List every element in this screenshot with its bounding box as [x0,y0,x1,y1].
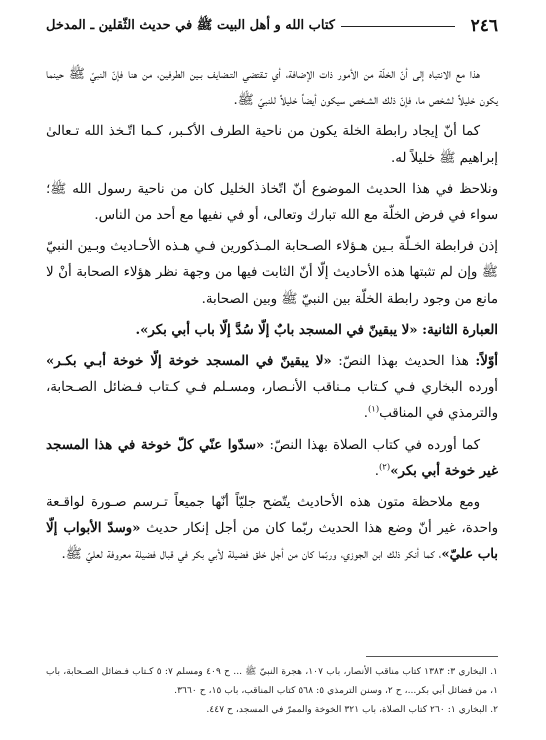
second-end: . [374,463,379,479]
paragraph-second [46,433,498,485]
last-continuation: ، كما أنكر ذلك ابن الجوزي، وربّما كان من أجل خلق فضيلة لأبي بكر في قبال فضيلة معروفة لعليّ ﷺ. [61,547,442,563]
first-label: أوّلاً: [475,354,498,370]
running-title: كتاب الله و أهل البيت ﷺ في حديث الثّقلين ـ المدخل [46,17,335,33]
section-heading-second-phrase: العبارة الثانية: «لا يبقينّ في المسجد بابٌ إلّا سُدَّ إلّا باب أبي بكر». [135,322,498,338]
paragraph-1: هذا مع الانتباه إلى أنّ الخلّة من الأمور ذات الإضافة، أي تـقتضي التـضايف بـين الطرفين، من هنا فإنّ النبيّ ﷺ حينما يكون خليلاً لشخص ما، فإنّ ذلك الشـخص سيكون أيضاً خليلاً للنبيّ ﷺ. [46,67,498,109]
footnote-ref-2[interactable]: (٢) [378,462,391,473]
footnote-2: ٢. البخاري ١: ٢٦٠ كتاب الصلاة، باب ٣٢١ الخوخة والممرّ في المسجد، ح ٤٤٧. [206,704,498,715]
footnote-ref-1[interactable]: (١) [367,405,380,416]
paragraph-4: إذن فرابطة الخـلّة بـين هـؤلاء الصـحابة المـذكورين فـي هـذه الأحـاديث وبـين النبيّ ﷺ وإن لم تثبتها هذه الأحاديث إلّا أنّ الثابت فيها من وجهة نظر هؤلاء الصحابة أنْ لا مانع من وجود رابطة الخلّة بين النبيّ ﷺ وبين الصحابة. [46,239,498,307]
last-intro: ومع ملاحظة متون هذه الأحاديث يتّضح جليّاً أنّها جميعاً تـرسم صـورة لواقـعة واحدة، غير أنّ وضع هذا الحديث ربّما كان من أجل إنكار حديث [46,495,499,537]
footnote-1: ١. البخاري ٣: ١٣٨٣ كتاب مناقب الأنصار، باب ١٠٧، هجرة النبيّ ﷺ ... ح ٤٠٩ ومسلم ٧: ٥ كـتاب فـضائل الصـحابة، باب ١، من فضائل أبي بكر...، ح ٢، وسنن الترمذي ٥: ٥٦٨ كتاب المناقب، باب ١٥، ح ٣٦٦٠. [46,666,498,696]
first-end: . [363,406,368,422]
last-quote: «وسدّ الأبواب إلّا باب عليّ» [46,521,498,563]
footnotes [46,662,498,719]
second-quote: «سدّوا عنّي كلّ خوخة في هذا المسجد غير خوخة أبي بكر» [46,437,498,479]
paragraph-2: كما أنّ إيجاد رابطة الخلة يكون من ناحية الطرف الأكـبر، كـما اتّـخذ الله تـعالىٰ إبراهيم ﷺ خليلاً له. [46,124,498,166]
footnote-rule [366,656,498,657]
header-rule [341,26,455,27]
first-continuation: أورده البخاري فـي كـتاب مـناقب الأنـصار، ومسـلم فـي كـتاب فـضائل الصـحابة، والترمذي في المناقب [46,380,498,422]
paragraph-first [46,349,498,428]
paragraph-last [46,490,498,569]
first-intro: هذا الحديث بهذا النصّ: [331,354,476,370]
second-intro: كما أورده في كتاب الصلاة بهذا النصّ: [264,437,480,453]
page-number: ٢٤٦ [470,16,498,36]
page-body [46,62,498,574]
first-quote: «لا يبقينّ في المسجد خوخة إلّا خوخة أبـي بكـر» [46,354,332,370]
paragraph-3: ونلاحظ في هذا الحديث الموضوع أنّ اتّخاذ الخليل كان من ناحية رسول الله ﷺ؛ سواء في فرض الخلّة مع الله تبارك وتعالى، أو في نفيها مع أحد من الناس. [46,181,498,224]
page-header [46,14,498,38]
